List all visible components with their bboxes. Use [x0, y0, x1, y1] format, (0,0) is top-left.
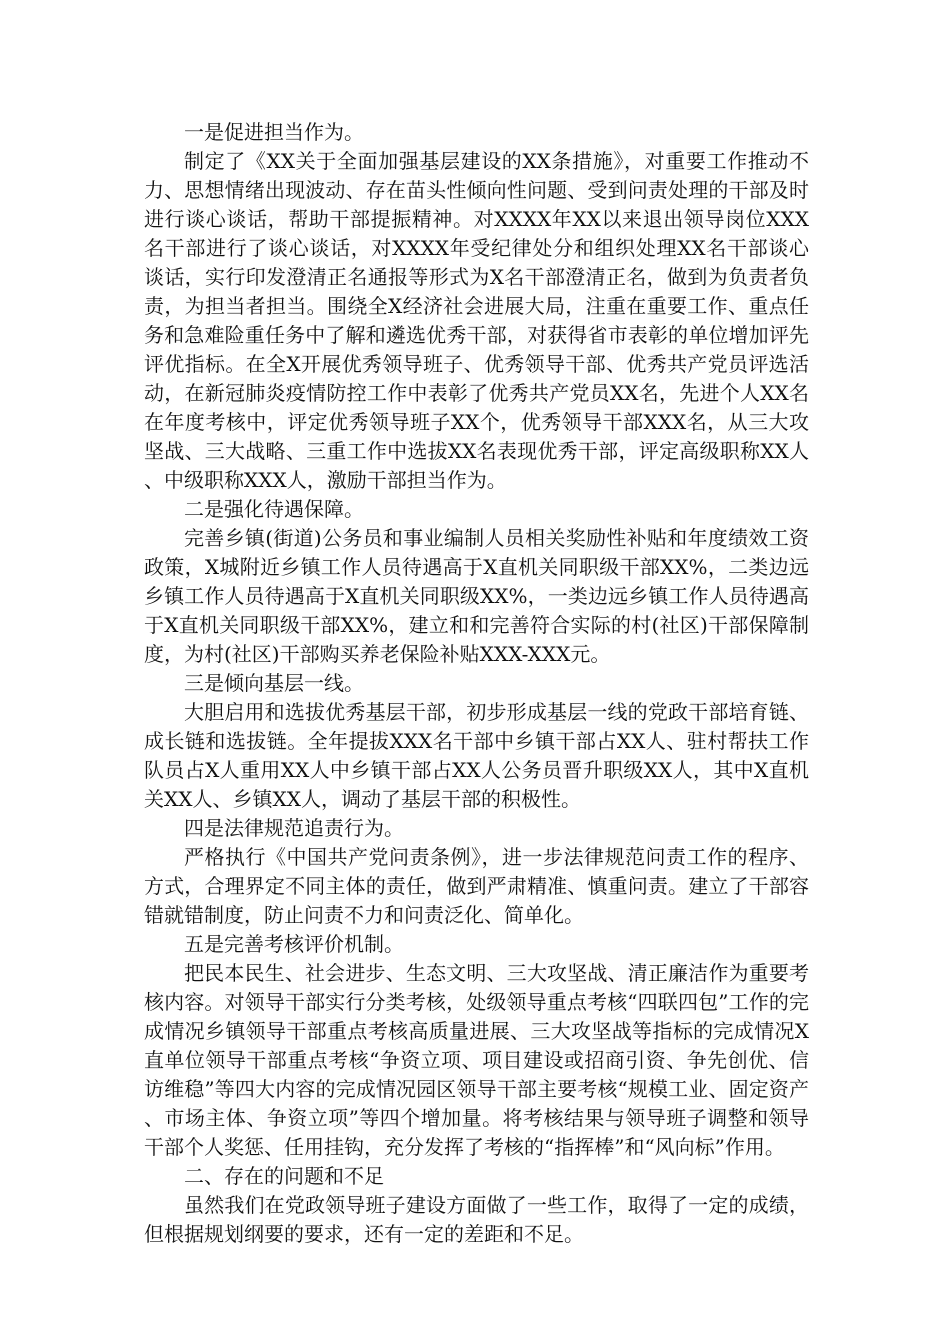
heading-evaluation-mechanism: 五是完善考核评价机制。 [184, 932, 404, 956]
section-heading-problems: 二、存在的问题和不足 [184, 1164, 384, 1188]
paragraph-grassroots-selection: 大胆启用和选拔优秀基层干部，初步形成基层一线的党政干部培育链、成长链和选拔链。全年提拔XXX名干部中乡镇干部占XX人、驻村帮扶工作队员占X人重用XX人中乡镇干部占XX人公务员晋升职级XX人，其中X直机关XX人、乡镇XX人，调动了基层干部的积极性。 [144, 700, 809, 811]
paragraph-problems-summary: 虽然我们在党政领导班子建设方面做了一些工作，取得了一定的成绩，但根据规划纲要的要求，还有一定的差距和不足。 [144, 1193, 809, 1246]
heading-accountability: 四是法律规范追责行为。 [184, 816, 404, 840]
paragraph-responsibility-measures: 制定了《XX关于全面加强基层建设的XX条措施》，对重要工作推动不力、思想情绪出现波动、存在苗头性倾向性问题、受到问责处理的干部及时进行谈心谈话，帮助干部提振精神。对XXXX年XX以来退出领导岗位XXX名干部进行了谈心谈话，对XXXX年受纪律处分和组织处理XX名干部谈心谈话，实行印发澄清正名通报等形式为X名干部澄清正名，做到为负责者负责，为担当者担当。围绕全X经济社会进展大局，注重在重要工作、重点任务和急难险重任务中了解和遴选优秀干部，对获得省市表彰的单位增加评先评优指标。在全X开展优秀领导班子、优秀领导干部、优秀共产党员评选活动，在新冠肺炎疫情防控工作中表彰了优秀共产党员XX名，先进个人XX名在年度考核中，评定优秀领导班子XX个，优秀领导干部XXX名，从三大攻坚战、三大战略、三重工作中选拔XX名表现优秀干部，评定高级职称XX人、中级职称XXX人，激励干部担当作为。 [144, 149, 809, 492]
document-body [144, 118, 809, 1249]
heading-treatment-guarantee: 二是强化待遇保障。 [184, 497, 364, 521]
paragraph-treatment-policy: 完善乡镇(街道)公务员和事业编制人员相关奖励性补贴和年度绩效工资政策，X城附近乡镇工作人员待遇高于X直机关同职级干部XX%，二类边远乡镇工作人员待遇高于X直机关同职级XX%，一类边远乡镇工作人员待遇高于X直机关同职级干部XX%，建立和和完善符合实际的村(社区)干部保障制度，为村(社区)干部购买养老保险补贴XXX-XXX元。 [144, 526, 809, 666]
paragraph-evaluation-content: 把民本民生、社会进步、生态文明、三大攻坚战、清正廉洁作为重要考核内容。对领导干部实行分类考核，处级领导重点考核“四联四包”工作的完成情况乡镇领导干部重点考核高质量进展、三大攻坚战等指标的完成情况X直单位领导干部重点考核“争资立项、项目建设或招商引资、争先创优、信访维稳”等四大内容的完成情况园区领导干部主要考核“规模工业、固定资产、市场主体、争资立项”等四个增加量。将考核结果与领导班子调整和领导干部个人奖惩、任用挂钩，充分发挥了考核的“指挥棒”和“风向标”作用。 [144, 961, 809, 1159]
paragraph-accountability-rules: 严格执行《中国共产党问责条例》，进一步法律规范问责工作的程序、方式，合理界定不同主体的责任，做到严肃精准、慎重问责。建立了干部容错就错制度，防止问责不力和问责泛化、简单化。 [144, 845, 809, 927]
heading-promote-responsibility: 一是促进担当作为。 [184, 120, 364, 144]
heading-grassroots-orientation: 三是倾向基层一线。 [184, 671, 364, 695]
